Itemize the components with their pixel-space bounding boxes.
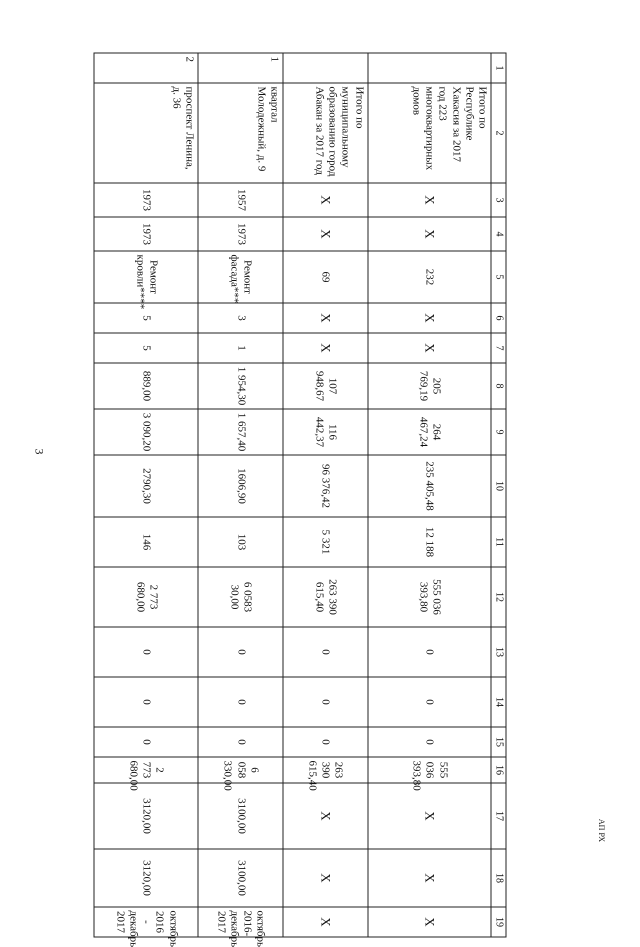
cell-value: 232 (424, 269, 436, 286)
cell-c12 (198, 567, 283, 627)
cell-c16 (368, 757, 491, 783)
cell-c14 (283, 677, 368, 727)
row-address: Итого по Республике Хакасия за 2017 год 223 многоквартирных домов (368, 83, 491, 183)
column-number-17: 17 (491, 783, 506, 849)
cell-c14 (198, 677, 283, 727)
page-number: 3 (32, 449, 47, 455)
cell-value: 555 036 393,80 (417, 579, 442, 615)
cell-c4 (368, 217, 491, 251)
cell-value: 0 (141, 739, 153, 745)
cell-value: 555 036 393,80 (411, 761, 449, 791)
cell-value: 1973 (141, 223, 153, 245)
cell-c7 (368, 333, 491, 363)
cell-value: 263 390 615,40 (307, 761, 345, 791)
cell-value: октябрь 2016-декабрь 2017 (215, 911, 267, 947)
column-number-13: 13 (491, 627, 506, 677)
cell-c4 (198, 217, 283, 251)
cell-c8 (94, 363, 198, 409)
cell-value: X (318, 313, 333, 322)
cell-c5 (283, 251, 368, 303)
cell-value: X (318, 873, 333, 882)
cell-value: 205 769,19 (417, 371, 442, 401)
cell-value: 0 (320, 739, 332, 745)
cell-c13 (368, 627, 491, 677)
cell-c5 (198, 251, 283, 303)
cell-c18 (368, 849, 491, 907)
cell-value: 889,00 (141, 371, 153, 401)
cell-value: 3100,00 (235, 860, 247, 896)
cell-c13 (94, 627, 198, 677)
cell-c7 (283, 333, 368, 363)
cell-value: 1606,90 (235, 468, 247, 504)
cell-value: X (422, 917, 437, 926)
column-number-3: 3 (491, 183, 506, 217)
cell-c10 (198, 455, 283, 517)
cell-c18 (198, 849, 283, 907)
cell-value: 146 (141, 534, 153, 551)
row-address: проспект Ленина, д. 36 (94, 83, 198, 183)
cell-value: X (422, 229, 437, 238)
cell-c17 (198, 783, 283, 849)
cell-value: 69 (320, 272, 332, 283)
cell-value: 264 467,24 (417, 417, 442, 447)
cell-value: X (422, 195, 437, 204)
cell-c16 (283, 757, 368, 783)
cell-c18 (94, 849, 198, 907)
cell-c12 (368, 567, 491, 627)
cell-value: X (422, 873, 437, 882)
cell-c7 (198, 333, 283, 363)
column-number-2: 2 (491, 83, 506, 183)
cell-c5 (94, 251, 198, 303)
cell-c13 (198, 627, 283, 677)
row-index: 1 (198, 53, 283, 83)
cell-c6 (368, 303, 491, 333)
column-number-15: 15 (491, 727, 506, 757)
cell-value: X (422, 811, 437, 820)
cell-value: 1 954,30 (235, 367, 247, 406)
cell-value: 6 0583 30,00 (228, 582, 253, 612)
cell-value: 2790,30 (141, 468, 153, 504)
column-number-5: 5 (491, 251, 506, 303)
cell-c17 (283, 783, 368, 849)
cell-value: 116 442,37 (313, 417, 338, 447)
cell-c17 (94, 783, 198, 849)
cell-c19 (94, 907, 198, 937)
column-number-10: 10 (491, 455, 506, 517)
column-number-16: 16 (491, 757, 506, 783)
cell-value: Ремонт фасада*** (228, 255, 253, 304)
cell-value: 103 (235, 534, 247, 551)
cell-value: 235 405,48 (424, 461, 436, 511)
cell-c19 (283, 907, 368, 937)
cell-c11 (198, 517, 283, 567)
cell-value: 5 (141, 345, 153, 351)
cell-value: 1973 (141, 189, 153, 211)
capital-repair-table-wrapper (94, 53, 507, 887)
cell-value: октябрь 2016 - декабрь 2017 (114, 911, 179, 947)
cell-c3 (94, 183, 198, 217)
cell-c16 (198, 757, 283, 783)
cell-c14 (94, 677, 198, 727)
cell-c14 (368, 677, 491, 727)
cell-c4 (94, 217, 198, 251)
cell-value: X (318, 917, 333, 926)
column-number-19: 19 (491, 907, 506, 937)
cell-c13 (283, 627, 368, 677)
cell-value: 5 (141, 315, 153, 321)
cell-value: 2 773 680,00 (127, 761, 165, 791)
column-number-18: 18 (491, 849, 506, 907)
row-address: Итого по муниципальному образованию город Абакан за 2017 год (283, 83, 368, 183)
cell-c15 (283, 727, 368, 757)
cell-value: 0 (141, 699, 153, 705)
cell-value: 3 090,20 (141, 413, 153, 452)
cell-value: 12 188 (424, 527, 436, 557)
row-address: квартал Молодежный, д. 9 (198, 83, 283, 183)
cell-c11 (94, 517, 198, 567)
cell-value: 3120,00 (141, 798, 153, 834)
cell-value: X (318, 343, 333, 352)
cell-value: X (422, 313, 437, 322)
cell-c12 (94, 567, 198, 627)
cell-value: 0 (320, 699, 332, 705)
column-number-9: 9 (491, 409, 506, 455)
cell-c10 (94, 455, 198, 517)
cell-value: X (318, 229, 333, 238)
cell-value: 2 773 680,00 (134, 582, 159, 612)
cell-c3 (283, 183, 368, 217)
cell-c3 (198, 183, 283, 217)
cell-c9 (94, 409, 198, 455)
cell-value: 3100,00 (235, 798, 247, 834)
cell-c19 (368, 907, 491, 937)
column-number-4: 4 (491, 217, 506, 251)
table-row (198, 53, 283, 937)
cell-c15 (94, 727, 198, 757)
row-index (368, 53, 491, 83)
capital-repair-table (94, 53, 507, 938)
cell-c9 (283, 409, 368, 455)
cell-c10 (368, 455, 491, 517)
cell-value: Ремонт кровли**** (134, 255, 159, 310)
cell-value: X (422, 343, 437, 352)
cell-value: 0 (235, 649, 247, 655)
cell-value: 107 948,67 (313, 371, 338, 401)
cell-value: 1973 (235, 223, 247, 245)
cell-c9 (368, 409, 491, 455)
cell-value: 0 (320, 649, 332, 655)
cell-value: 3120,00 (141, 860, 153, 896)
cell-c4 (283, 217, 368, 251)
cell-value: 0 (424, 739, 436, 745)
column-number-11: 11 (491, 517, 506, 567)
cell-c11 (368, 517, 491, 567)
cell-c16 (94, 757, 198, 783)
cell-c8 (368, 363, 491, 409)
column-number-6: 6 (491, 303, 506, 333)
cell-value: 0 (141, 649, 153, 655)
cell-value: 1957 (235, 189, 247, 211)
cell-c11 (283, 517, 368, 567)
cell-value: X (318, 195, 333, 204)
cell-value: 0 (424, 699, 436, 705)
cell-value: 0 (235, 699, 247, 705)
cell-c15 (368, 727, 491, 757)
cell-value: 0 (424, 649, 436, 655)
column-number-12: 12 (491, 567, 506, 627)
cell-c10 (283, 455, 368, 517)
cell-value: 1 (235, 345, 247, 351)
cell-c8 (283, 363, 368, 409)
cell-value: 96 376,42 (320, 464, 332, 508)
cell-c19 (198, 907, 283, 937)
cell-c12 (283, 567, 368, 627)
cell-c6 (198, 303, 283, 333)
column-number-14: 14 (491, 677, 506, 727)
cell-c9 (198, 409, 283, 455)
row-index (283, 53, 368, 83)
table-row (368, 53, 491, 937)
table-row (283, 53, 368, 937)
column-number-1: 1 (491, 53, 506, 83)
column-number-8: 8 (491, 363, 506, 409)
cell-c7 (94, 333, 198, 363)
cell-value: 6 058 330,00 (222, 761, 260, 791)
cell-c15 (198, 727, 283, 757)
cell-value: 0 (235, 739, 247, 745)
cell-c5 (368, 251, 491, 303)
row-index: 2 (94, 53, 198, 83)
cell-c8 (198, 363, 283, 409)
table-row (94, 53, 198, 937)
cell-value: 1 657,40 (235, 413, 247, 452)
cell-c17 (368, 783, 491, 849)
footer-code: АП РХ (597, 819, 606, 842)
column-number-7: 7 (491, 333, 506, 363)
column-number-row (491, 53, 506, 937)
cell-value: X (318, 811, 333, 820)
cell-c6 (94, 303, 198, 333)
cell-c3 (368, 183, 491, 217)
cell-value: 5 321 (320, 530, 332, 555)
cell-c6 (283, 303, 368, 333)
cell-value: 3 (235, 315, 247, 321)
cell-c18 (283, 849, 368, 907)
cell-value: 263 390 615,40 (313, 579, 338, 615)
